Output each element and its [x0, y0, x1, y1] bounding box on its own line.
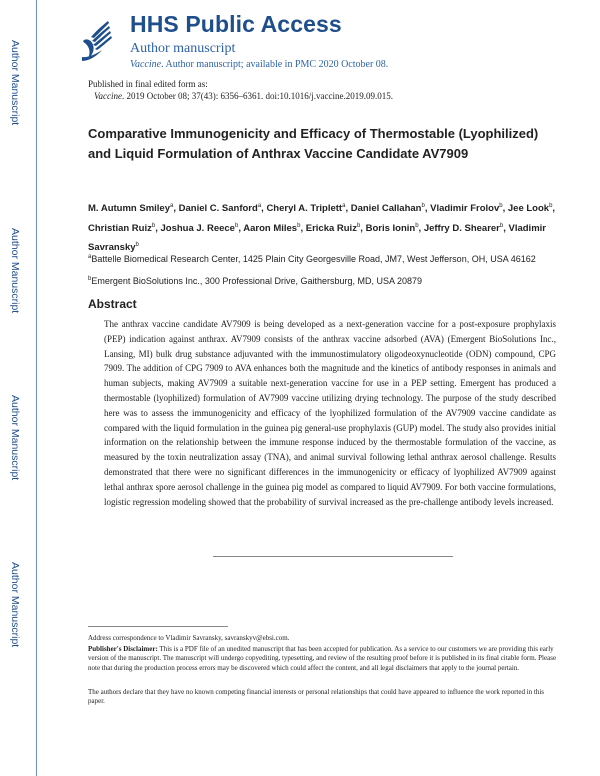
- sidebar-author-manuscript-label: Author Manuscript: [9, 562, 21, 648]
- abstract-body: The anthrax vaccine candidate AV7909 is being developed as a next-generation vaccine for a post-exposure prophylaxis (PEP) indication against anthrax. AV7909 consists of the anthrax vaccine adsorbed (AVA) (Emergent BioSolutions Inc., Lansing, MI) bulk drug substance adjuvanted with the immunostimulatory oligodeoxynucleotide (ODN) compound, CPG 7909. The addition of CPG 7909 to AVA enhances both the magnitude and the kinetics of antibody responses in animals and human subjects, making AV7909 a suitable next-generation vaccine for use in a PEP setting. Emergent has produced a thermostable (lyophilized) formulation of AV7909 vaccine utilizing drying technology. The purpose of the study described here was to assess the immunogenicity and efficacy of the lyophilized formulation of the AV7909 vaccine candidate as compared with the liquid formulation in the guinea pig general-use prophylaxis (GUP) model. The study also provides initial information on the relationship between the immune response induced by the thermostable formulation of the vaccine, as measured by the toxin neutralization assay (TNA), and animal survival following lethal anthrax aerosol challenge. Results demonstrated that there were no significant differences in the immunogenicity or efficacy of lyophilized AV7909 against lethal anthrax spore aerosol challenge in the guinea pig model as compared to liquid AV7909. For both vaccine formulations, logistic regression modeling showed that the probability of survival increased as the pre-challenge antibody levels increased.: [104, 319, 556, 507]
- sidebar-author-manuscript-label: Author Manuscript: [9, 395, 21, 481]
- author-affiliation-marker: b: [499, 222, 504, 229]
- footnote-divider: [88, 626, 228, 627]
- affiliation-text: Emergent BioSolutions Inc., 300 Professional Drive, Gaithersburg, MD, USA 20879: [91, 276, 423, 286]
- author-name: M. Autumn Smiley: [88, 203, 170, 215]
- author-entry: [161, 223, 239, 234]
- abstract-divider: [213, 556, 453, 557]
- competing-interests-note: The authors declare that they have no known competing financial interests or personal relationships that could have appeared to influence the work reported in this paper.: [88, 688, 545, 706]
- author-entry: [424, 223, 503, 234]
- affiliation-a: [88, 250, 558, 267]
- abstract-heading: Abstract: [88, 297, 137, 311]
- author-name: Joshua J. Reece: [160, 222, 235, 234]
- affiliation-label: a: [88, 254, 92, 260]
- published-final-form-label: Published in final edited form as:: [88, 79, 208, 89]
- affiliation-b: [88, 272, 558, 289]
- author-affiliation-marker: b: [499, 203, 503, 209]
- author-affiliation-marker: a: [257, 203, 262, 209]
- sidebar-author-manuscript-label: Author Manuscript: [9, 228, 21, 314]
- author-affiliation-marker: b: [151, 222, 156, 229]
- author-name: Vladimir Savransky: [88, 222, 546, 254]
- author-affiliation-marker: b: [135, 242, 139, 249]
- author-name: Daniel C. Sanford: [178, 203, 258, 215]
- affiliation-text: Battelle Biomedical Research Center, 1425 Plain City Georgesville Road, JM7, West Jefferson, OH, USA 46162: [91, 254, 536, 264]
- author-name: Jee Look: [507, 203, 550, 215]
- hhs-eagle-logo-icon: [78, 17, 116, 65]
- author-affiliation-marker: b: [415, 222, 419, 229]
- sidebar-divider: [36, 0, 37, 776]
- author-entry: [366, 223, 419, 234]
- citation-availability: . Author manuscript; available in PMC 2020 October 08.: [161, 59, 389, 70]
- author-affiliation-marker: b: [297, 222, 301, 229]
- hhs-public-access-title: HHS Public Access: [130, 11, 342, 37]
- author-list: M. Autumn Smiley$^a$, Daniel C. Sanford$^a$, Cheryl A. Triplett$^a$, Daniel Callahan$^b$, Vladimir Frolov$^b$, Jee Look$^b$, Christian Ruiz$^b$, Joshua J. Reece$^b$, Aaron Miles$^b$, Ericka Ruiz$^b$, Boris Ionin$^b$, Jeffry D. Shearer$^b$, Vladimir Savransky$^b$: [88, 203, 556, 254]
- author-name: Aaron Miles: [243, 222, 298, 234]
- author-entry: [266, 203, 345, 214]
- author-affiliation-marker: b: [421, 203, 425, 209]
- author-entry: [179, 203, 262, 214]
- author-entry: [88, 223, 155, 234]
- citation-journal: Vaccine: [130, 59, 162, 70]
- availability-citation: [130, 59, 388, 70]
- author-name: Daniel Callahan: [350, 203, 422, 215]
- author-affiliation-marker: a: [170, 203, 174, 209]
- author-entry: [243, 223, 300, 234]
- article-title: Comparative Immunogenicity and Efficacy of Thermostable (Lyophilized) and Liquid Formulation of Anthrax Vaccine Candidate AV7909: [88, 126, 539, 161]
- publication-citation: [94, 91, 393, 101]
- publication-details: . 2019 October 08; 37(43): 6356–6361. doi:10.1016/j.vaccine.2019.09.015.: [121, 91, 393, 101]
- author-affiliation-marker: b: [549, 203, 553, 209]
- author-manuscript-subtitle: Author manuscript: [130, 41, 236, 56]
- author-name: Christian Ruiz: [88, 222, 152, 234]
- author-name: Boris Ionin: [365, 222, 416, 234]
- publisher-disclaimer: [88, 645, 558, 673]
- author-entry: [351, 203, 425, 214]
- author-entry: [306, 223, 361, 234]
- correspondence-note: Address correspondence to Vladimir Savransky, savranskyv@ebsi.com.: [88, 634, 290, 642]
- disclaimer-text: This is a PDF file of an unedited manuscript that has been accepted for publication. As a service to our customers we are providing this early version of the manuscript. The manuscript will undergo copyediting, typesetting, and review of the resulting proof before it is published in its final citable form. Please note that during the production process errors may be discovered which could affect the content, and all legal disclaimers that apply to the journal pertain.: [88, 645, 557, 672]
- author-affiliation-marker: b: [356, 222, 361, 229]
- disclaimer-label: Publisher's Disclaimer:: [88, 645, 158, 653]
- author-name: Jeffry D. Shearer: [423, 222, 500, 234]
- sidebar-author-manuscript-label: Author Manuscript: [9, 40, 21, 126]
- author-affiliation-marker: a: [342, 203, 346, 209]
- author-entry: [508, 203, 553, 214]
- author-name: Ericka Ruiz: [305, 222, 357, 234]
- author-entry: [88, 203, 173, 214]
- author-entry: [430, 203, 503, 214]
- author-name: Vladimir Frolov: [430, 203, 500, 215]
- author-affiliation-marker: b: [234, 222, 239, 229]
- publication-journal: Vaccine: [94, 91, 122, 101]
- author-name: Cheryl A. Triplett: [266, 203, 343, 215]
- affiliation-label: b: [88, 276, 92, 282]
